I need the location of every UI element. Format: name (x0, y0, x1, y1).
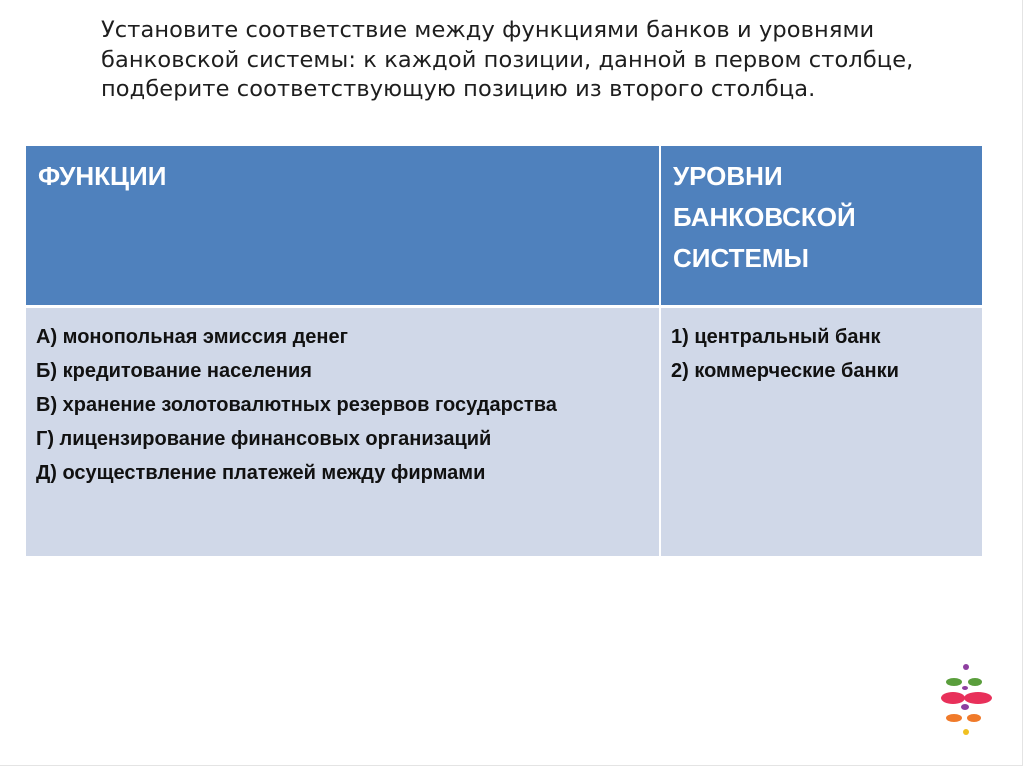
logo-purple-dot (963, 664, 969, 670)
task-instruction: Установите соответствие между функциями банков и уровнями банковской системы: к каждой позиции, данной в первом столбце, подберите соответствующую позицию из второго столбца. (101, 17, 914, 102)
levels-cell (660, 306, 982, 556)
logo-orange-left (946, 714, 962, 722)
logo-purple-small (962, 686, 968, 690)
header-levels: УРОВНИ БАНКОВСКОЙ СИСТЕМЫ (660, 146, 982, 306)
decorative-dots-logo-icon (934, 660, 996, 766)
header-functions: ФУНКЦИИ (26, 146, 660, 306)
functions-cell (26, 306, 660, 556)
table-header-row (26, 146, 982, 306)
function-item-d: Д) осуществление платежей между фирмами (36, 461, 486, 484)
function-item-a: А) монопольная эмиссия денег (36, 325, 348, 348)
matching-table (26, 146, 982, 556)
logo-purple-center (961, 704, 969, 710)
logo-green-left (946, 678, 962, 686)
level-item-1: 1) центральный банк (671, 325, 881, 348)
function-item-g: Г) лицензирование финансовых организаций (36, 427, 492, 450)
function-item-b: Б) кредитование населения (36, 359, 312, 382)
logo-yellow-dot (963, 729, 969, 735)
logo-red-right (964, 692, 992, 704)
logo-red-left (941, 692, 965, 704)
function-item-v: В) хранение золотовалютных резервов государства (36, 393, 557, 416)
table-row (26, 306, 982, 556)
level-item-2: 2) коммерческие банки (671, 359, 899, 382)
logo-orange-right (967, 714, 981, 722)
logo-green-right (968, 678, 982, 686)
